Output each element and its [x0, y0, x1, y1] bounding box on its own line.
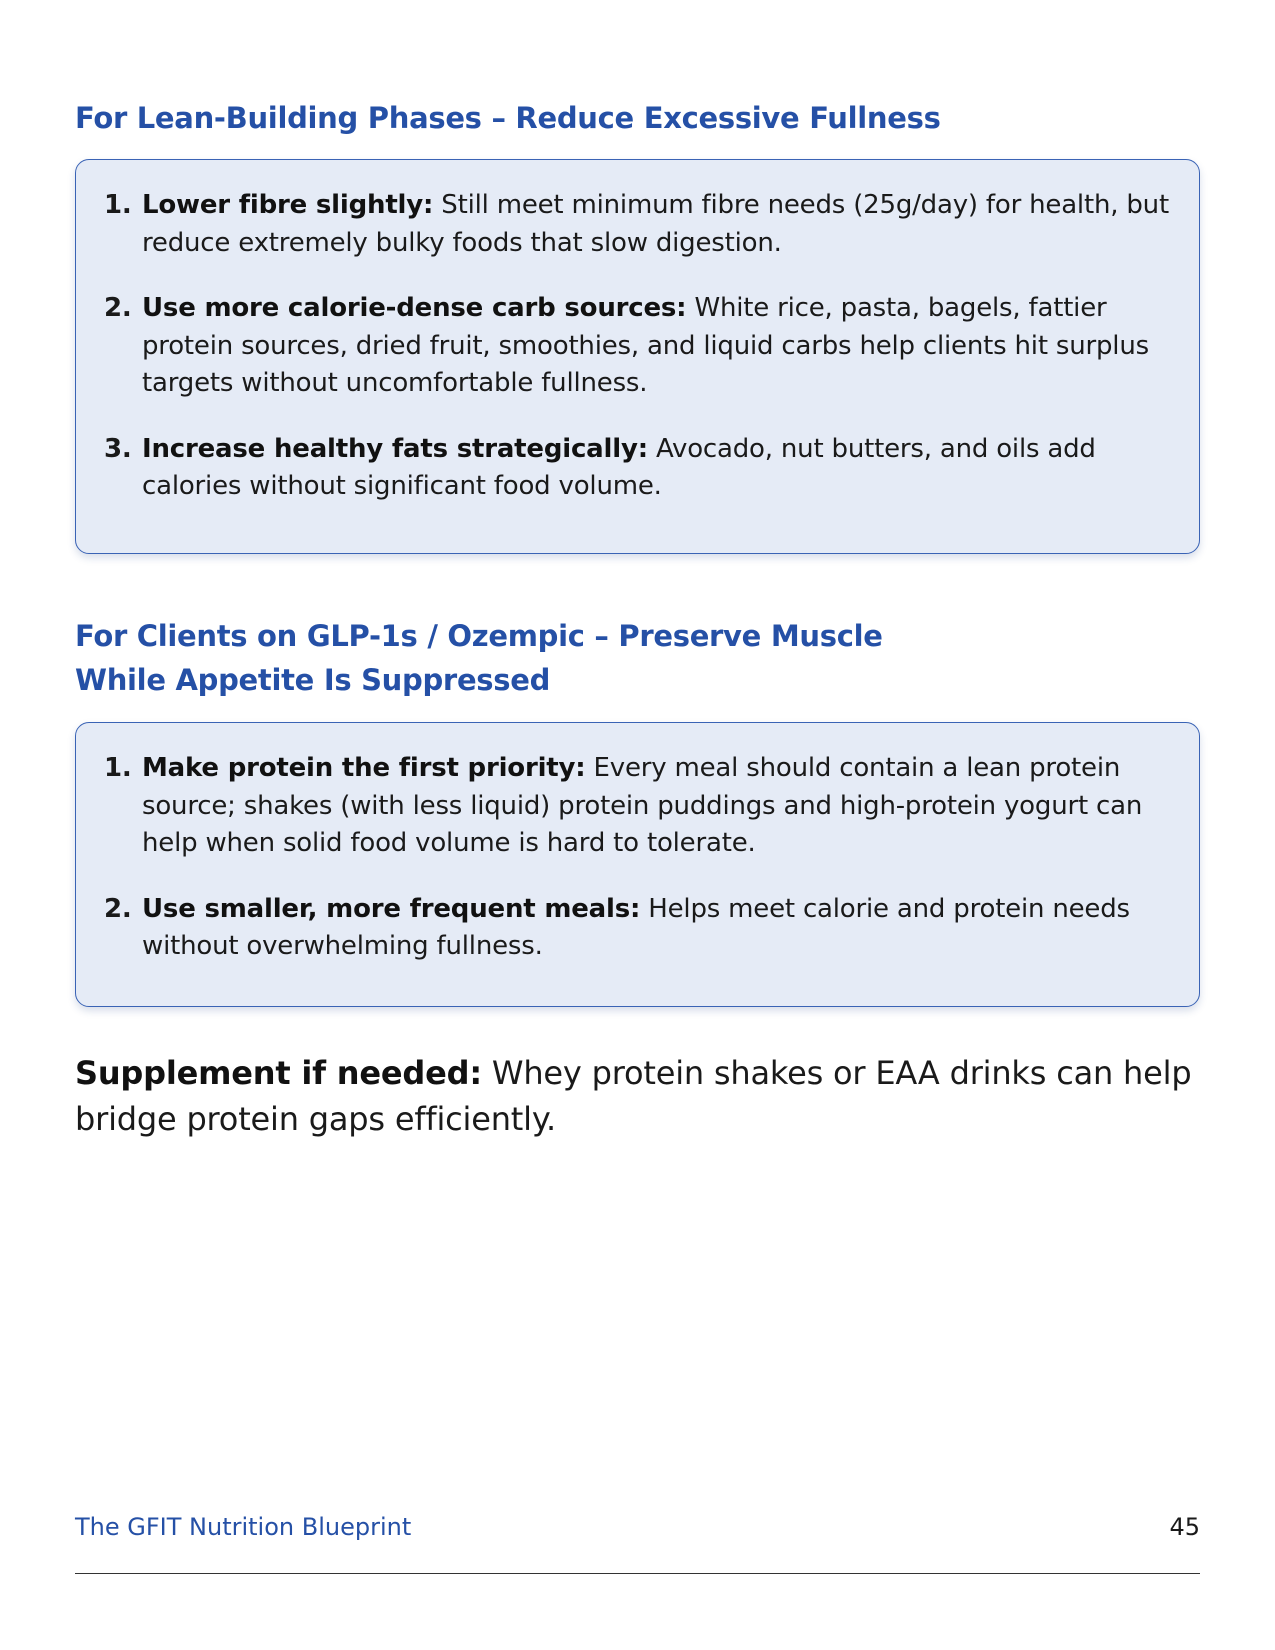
list-item-text: Every meal should contain a lean protein source; shakes (with less liquid) protein puddings and high-protein yogurt can help when solid food volume is hard to tolerate. [142, 753, 1143, 858]
page-number: 45 [1169, 1513, 1200, 1541]
list-item [104, 187, 1171, 262]
supplement-note [75, 1050, 1200, 1142]
list-item [104, 891, 1171, 966]
list-item-number: 1. [104, 190, 132, 220]
list-item-lead: Make protein the first priority: [142, 753, 586, 783]
list-item-number: 2. [104, 893, 132, 924]
section-heading-glp1: For Clients on GLP-1s / Ozempic – Preserve Muscle While Appetite Is Suppressed [75, 619, 883, 697]
supplement-text: Whey protein shakes or EAA drinks can help bridge protein gaps efficiently. [75, 1054, 1192, 1138]
footer-divider [75, 1573, 1200, 1574]
footer-title: The GFIT Nutrition Blueprint [75, 1513, 412, 1541]
list-item-text: Helps meet calorie and protein needs without overwhelming fullness. [142, 893, 1130, 961]
tips-box-lean-building [75, 159, 1200, 554]
list-item-number: 3. [104, 433, 132, 464]
tips-box-glp1 [75, 722, 1200, 1007]
section-heading-lean-building: For Lean-Building Phases – Reduce Excessive Fullness [75, 101, 941, 135]
list-item-lead: Use more calorie-dense carb sources: [142, 293, 687, 323]
list-item-lead: Increase healthy fats strategically: [142, 433, 648, 464]
list-item-text: White rice, pasta, bagels, fattier protein sources, dried fruit, smoothies, and liquid carbs help clients hit surplus targets without uncomfortable fullness. [142, 293, 1149, 398]
list-item-text: Still meet minimum fibre needs (25g/day) for health, but reduce extremely bulky foods that slow digestion. [142, 190, 1169, 258]
list-item [104, 290, 1171, 403]
list-item-text: Avocado, nut butters, and oils add calories without significant food volume. [142, 433, 1096, 501]
list-item-number: 2. [104, 293, 132, 323]
list-item-lead: Lower fibre slightly: [142, 190, 434, 220]
list-item [104, 431, 1171, 506]
supplement-lead: Supplement if needed: [75, 1054, 482, 1092]
list-item-number: 1. [104, 753, 132, 783]
list-item [104, 750, 1171, 863]
list-item-lead: Use smaller, more frequent meals: [142, 893, 641, 924]
